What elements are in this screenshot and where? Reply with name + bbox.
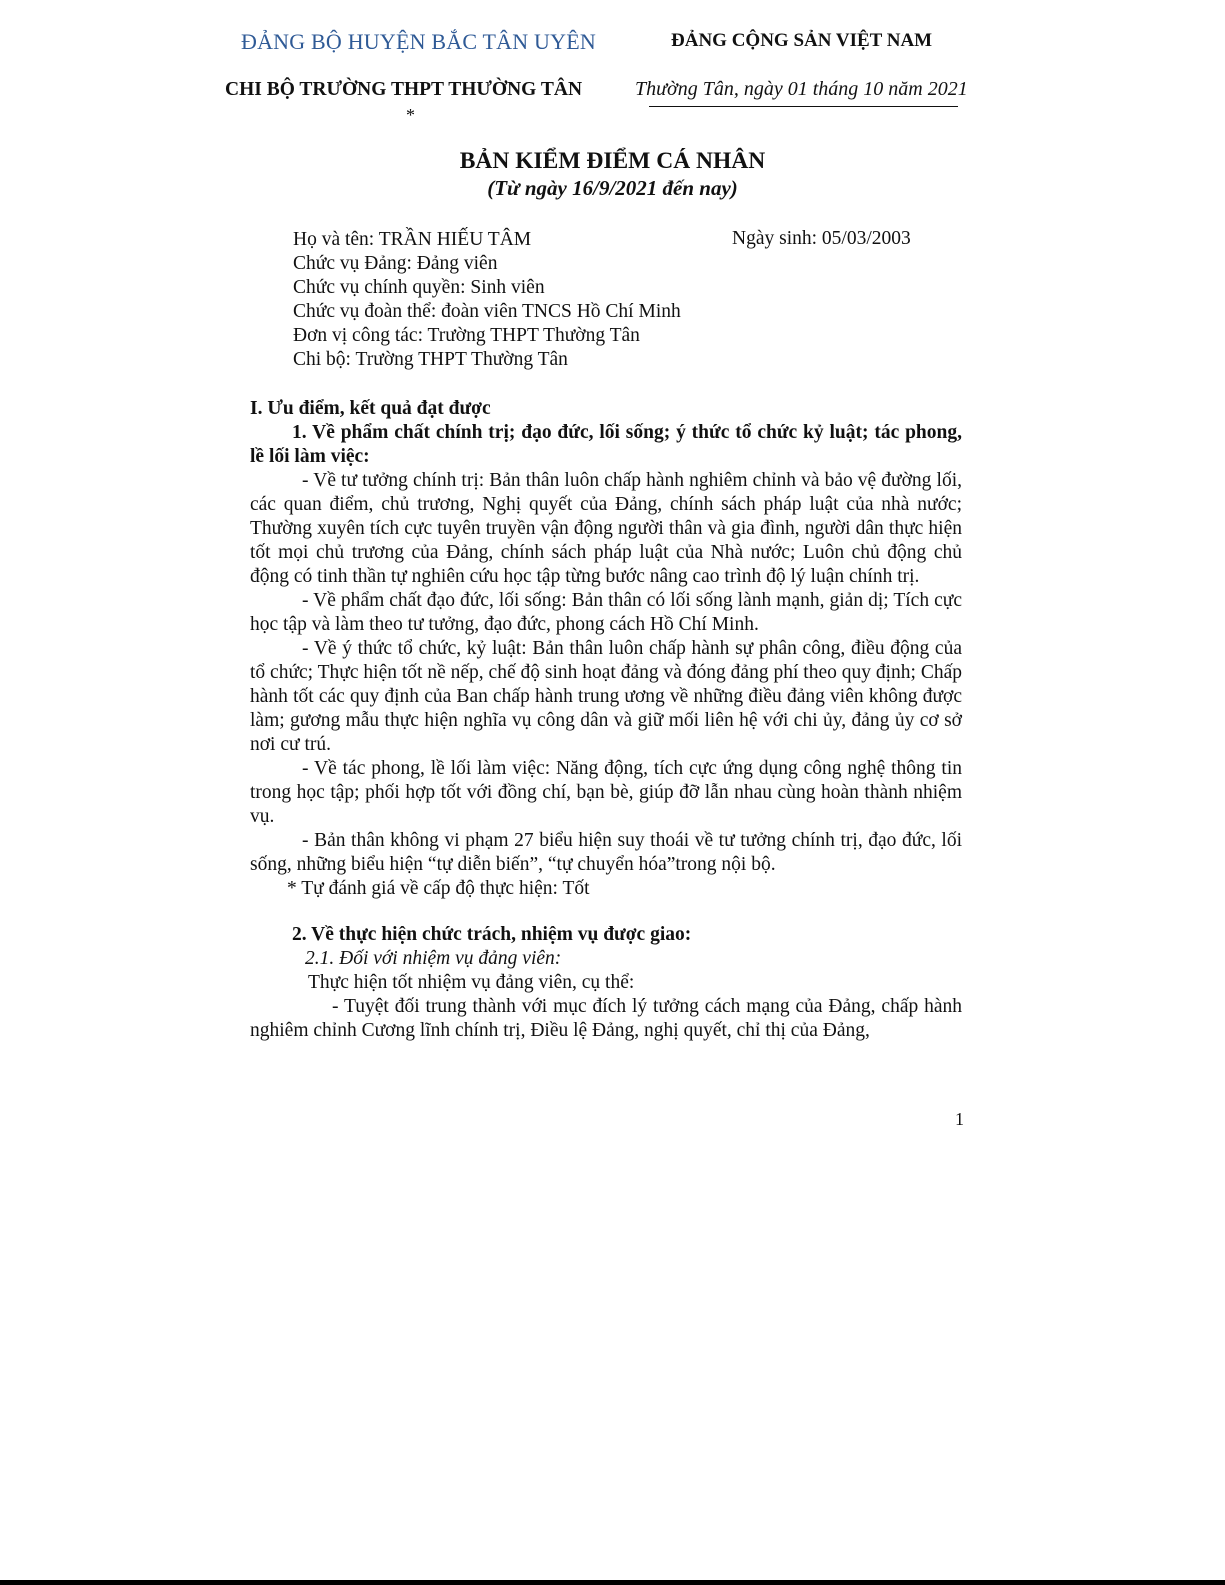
page-number: 1 xyxy=(955,1109,964,1129)
paragraph-work-style: - Về tác phong, lề lối làm việc: Năng động, tích cực ứng dụng công nghệ thông tin trong học tập; phối hợp tốt với đồng chí, bạn bè, giúp đỡ lẫn nhau cùng hoàn thành nhiệm vụ. xyxy=(250,758,962,827)
section-1-heading: I. Ưu điểm, kết quả đạt được xyxy=(250,398,491,419)
page-bottom-border xyxy=(0,1580,1225,1585)
info-union-position: Chức vụ đoàn thể: đoàn viên TNCS Hồ Chí Minh xyxy=(293,301,681,322)
info-party-position: Chức vụ Đảng: Đảng viên xyxy=(293,253,498,274)
subsection-2-1-heading: 2.1. Đối với nhiệm vụ đảng viên: xyxy=(305,948,562,969)
paragraph-discipline: - Về ý thức tổ chức, kỷ luật: Bản thân luôn chấp hành sự phân công, điều động của tổ chức; Thực hiện tốt nề nếp, chế độ sinh hoạt đảng và đóng đảng phí theo quy định; Chấp hành tốt các quy định của Ban chấp hành trung ương về những điều đảng viên không được làm; gương mẫu thực hiện nghĩa vụ công dân và giữ mối liên hệ với chi ủy, đảng ủy cơ sở nơi cư trú. xyxy=(250,638,962,755)
info-work-unit: Đơn vị công tác: Trường THPT Thường Tân xyxy=(293,325,640,346)
info-dob: Ngày sinh: 05/03/2003 xyxy=(732,228,911,249)
star-mark: * xyxy=(406,105,415,125)
document-body xyxy=(250,397,962,1043)
subsection-1-heading: 1. Về phẩm chất chính trị; đạo đức, lối sống; ý thức tổ chức kỷ luật; tác phong, lề lối làm việc: xyxy=(250,422,962,467)
paragraph-no-violation: - Bản thân không vi phạm 27 biểu hiện suy thoái về tư tưởng chính trị, đạo đức, lối sống, những biểu hiện “tự diễn biến”, “tự chuyển hóa”trong nội bộ. xyxy=(250,830,962,875)
self-evaluation: * Tự đánh giá về cấp độ thực hiện: Tốt xyxy=(287,878,590,899)
subsection-2-1-intro: Thực hiện tốt nhiệm vụ đảng viên, cụ thể: xyxy=(308,972,635,993)
info-government-position: Chức vụ chính quyền: Sinh viên xyxy=(293,277,545,298)
party-cell-heading: CHI BỘ TRƯỜNG THPT THƯỜNG TÂN xyxy=(225,79,583,100)
document-period: (Từ ngày 16/9/2021 đến nay) xyxy=(487,176,738,200)
date-underline xyxy=(649,106,958,107)
party-name-heading: ĐẢNG CỘNG SẢN VIỆT NAM xyxy=(671,30,933,51)
paragraph-ethics-lifestyle: - Về phẩm chất đạo đức, lối sống: Bản thân có lối sống lành mạnh, giản dị; Tích cực học tập và làm theo tư tưởng, đạo đức, phong cách Hồ Chí Minh. xyxy=(250,590,962,635)
place-date: Thường Tân, ngày 01 tháng 10 năm 2021 xyxy=(635,78,968,100)
info-party-cell: Chi bộ: Trường THPT Thường Tân xyxy=(293,349,568,370)
subsection-2-heading: 2. Về thực hiện chức trách, nhiệm vụ được giao: xyxy=(292,924,692,945)
info-name: Họ và tên: TRẦN HIẾU TÂM xyxy=(293,229,532,250)
document-title: BẢN KIỂM ĐIỂM CÁ NHÂN xyxy=(459,148,766,174)
paragraph-loyalty: - Tuyệt đối trung thành với mục đích lý tưởng cách mạng của Đảng, chấp hành nghiêm chỉnh Cương lĩnh chính trị, Điều lệ Đảng, nghị quyết, chỉ thị của Đảng, xyxy=(250,996,962,1041)
party-committee-heading: ĐẢNG BỘ HUYỆN BẮC TÂN UYÊN xyxy=(241,29,596,54)
paragraph-political-ideology: - Về tư tưởng chính trị: Bản thân luôn chấp hành nghiêm chỉnh và bảo vệ đường lối, các quan điểm, chủ trương, Nghị quyết của Đảng, chính sách pháp luật của nhà nước; Thường xuyên tích cực tuyên truyền vận động người thân và gia đình, người dân thực hiện tốt mọi chủ trương của Đảng, chính sách pháp luật của Nhà nước; Luôn chủ động chủ động có tinh thần tự nghiên cứu học tập từng bước nâng cao trình độ lý luận chính trị. xyxy=(250,470,962,587)
personal-info-block xyxy=(293,228,681,372)
